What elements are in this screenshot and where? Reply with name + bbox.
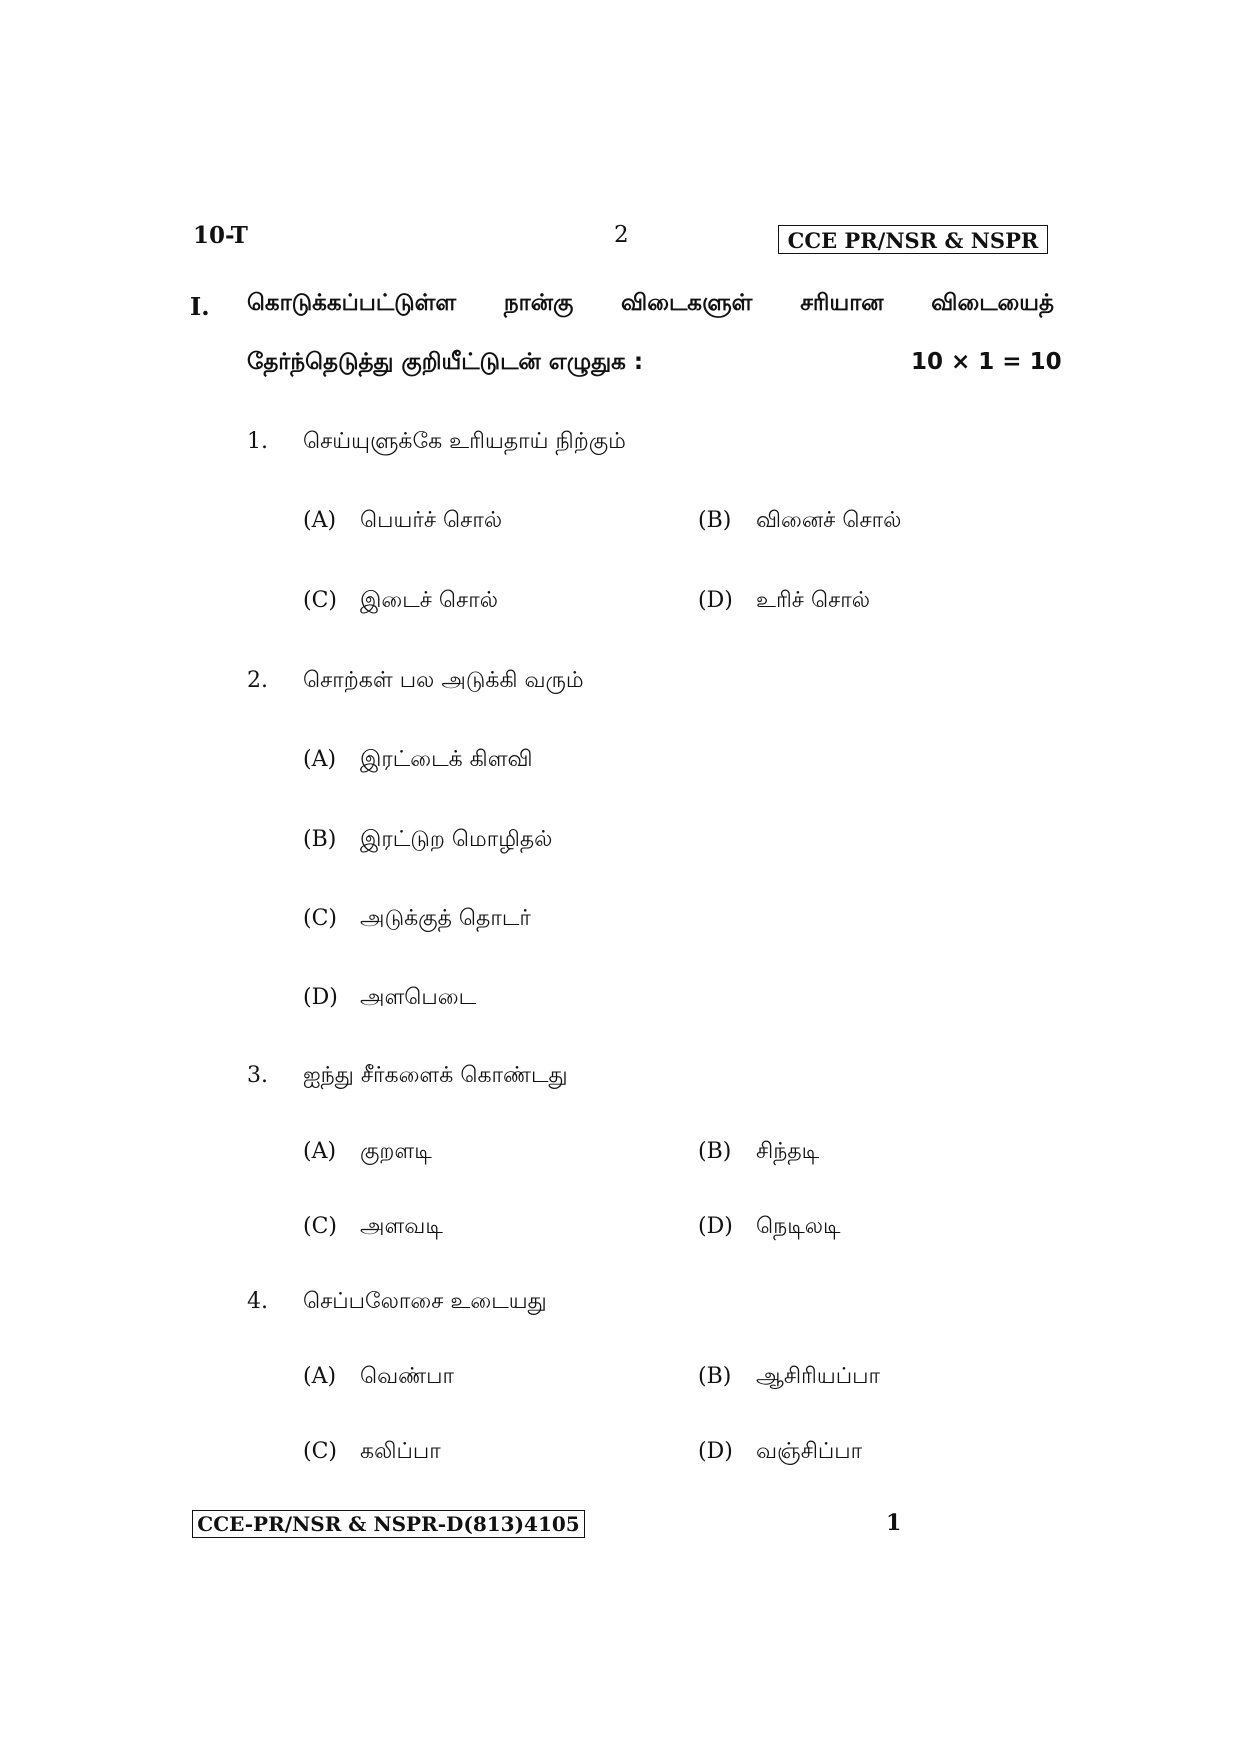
- q1-option-a-text: பெயர்ச் சொல்: [360, 508, 503, 533]
- q4-option-c-label: (C): [303, 1439, 337, 1464]
- q1-option-b-text: வினைச் சொல்: [756, 508, 902, 533]
- q3-option-d-text: நெடிலடி: [756, 1214, 841, 1239]
- exam-code-box: CCE PR/NSR & NSPR: [778, 225, 1048, 254]
- q4-option-d-label: (D): [698, 1439, 733, 1464]
- q3-option-b-label: (B): [698, 1139, 732, 1164]
- q1-option-b-label: (B): [698, 508, 732, 533]
- question-1-text: செய்யுளுக்கே உரியதாய் நிற்கும்: [303, 429, 626, 454]
- q3-option-a-label: (A): [303, 1139, 337, 1164]
- question-2-text: சொற்கள் பல அடுக்கி வரும்: [303, 668, 584, 693]
- section-marks: 10 × 1 = 10: [911, 349, 1062, 375]
- q3-option-c-text: அளவடி: [360, 1214, 443, 1239]
- q3-option-c-label: (C): [303, 1214, 337, 1239]
- q2-option-a-label: (A): [303, 747, 337, 772]
- q4-option-a-text: வெண்பா: [360, 1364, 455, 1389]
- q2-option-a-text: இரட்டைக் கிளவி: [360, 747, 533, 772]
- question-4-number: 4.: [247, 1289, 268, 1314]
- q3-option-a-text: குறளடி: [360, 1139, 432, 1164]
- footer-sheet-number: 1: [886, 1510, 902, 1536]
- page-number: 2: [614, 222, 629, 248]
- q2-option-d-label: (D): [303, 985, 338, 1010]
- section-number: I.: [190, 292, 210, 321]
- footer-code-box: CCE-PR/NSR & NSPR-D(813)4105: [192, 1510, 585, 1538]
- q1-option-d-label: (D): [698, 588, 733, 613]
- question-3-text: ஐந்து சீர்களைக் கொண்டது: [303, 1063, 568, 1088]
- q2-option-c-label: (C): [303, 906, 337, 931]
- q1-option-a-label: (A): [303, 508, 337, 533]
- q2-option-b-text: இரட்டுற மொழிதல்: [360, 827, 553, 852]
- question-4-text: செப்பலோசை உடையது: [303, 1289, 547, 1314]
- q4-option-b-label: (B): [698, 1364, 732, 1389]
- q3-option-d-label: (D): [698, 1214, 733, 1239]
- q4-option-a-label: (A): [303, 1364, 337, 1389]
- q2-option-b-label: (B): [303, 827, 337, 852]
- q4-option-b-text: ஆசிரியப்பா: [756, 1364, 880, 1389]
- section-instruction-line2: தேர்ந்தெடுத்து குறியீட்டுடன் எழுதுக :: [247, 349, 644, 375]
- q2-option-c-text: அடுக்குத் தொடர்: [360, 906, 531, 931]
- question-1-number: 1.: [247, 429, 268, 454]
- q1-option-c-label: (C): [303, 588, 337, 613]
- paper-code: 10-T: [193, 222, 248, 249]
- question-3-number: 3.: [247, 1063, 268, 1088]
- q1-option-c-text: இடைச் சொல்: [360, 588, 498, 613]
- q1-option-d-text: உரிச் சொல்: [756, 588, 871, 613]
- q3-option-b-text: சிந்தடி: [756, 1139, 820, 1164]
- question-2-number: 2.: [247, 668, 268, 693]
- section-instruction-line1: கொடுக்கப்பட்டுள்ள நான்கு விடைகளுள் சரியான விடையைத்: [247, 290, 1054, 316]
- q4-option-c-text: கலிப்பா: [360, 1439, 441, 1464]
- q4-option-d-text: வஞ்சிப்பா: [756, 1439, 863, 1464]
- q2-option-d-text: அளபெடை: [360, 985, 477, 1010]
